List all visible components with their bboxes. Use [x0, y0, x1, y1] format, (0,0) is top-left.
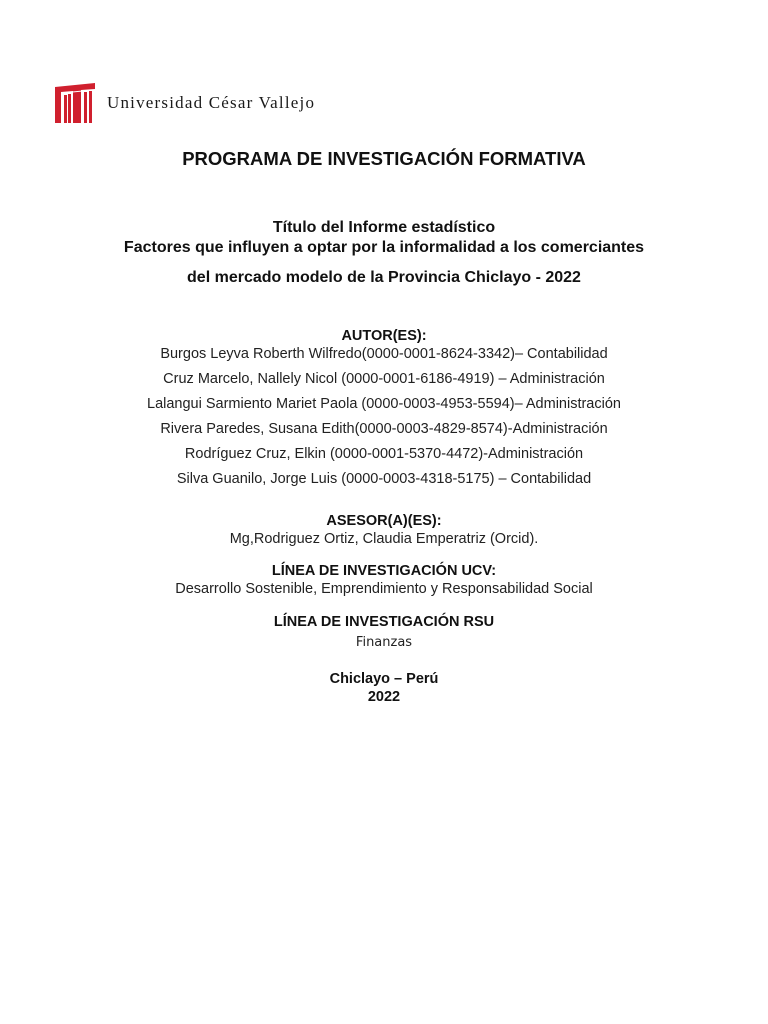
author-item: Lalangui Sarmiento Mariet Paola (0000-0003-4953-5594)– Administración — [147, 396, 621, 412]
report-title-line-1: Factores que influyen a optar por la informalidad a los comerciantes — [123, 239, 645, 256]
university-name: Universidad César Vallejo — [107, 93, 316, 112]
ucv-emblem-icon — [53, 83, 97, 123]
author-item: Cruz Marcelo, Nallely Nicol (0000-0001-6186-4919) – Administración — [163, 371, 605, 387]
authors-label: AUTOR(ES): — [341, 328, 427, 344]
ucv-line-label: LÍNEA DE INVESTIGACIÓN UCV: — [271, 563, 497, 579]
advisor-value: Mg,Rodriguez Ortiz, Claudia Emperatriz (Orcid). — [229, 531, 539, 547]
year: 2022 — [367, 689, 401, 705]
report-title-label: Título del Informe estadístico — [272, 219, 496, 236]
place: Chiclayo – Perú — [329, 671, 439, 687]
university-logo — [53, 82, 315, 124]
program-title: PROGRAMA DE INVESTIGACIÓN FORMATIVA — [182, 148, 586, 169]
author-item: Burgos Leyva Roberth Wilfredo(0000-0001-8624-3342)– Contabilidad — [160, 346, 608, 362]
report-title-line-2: del mercado modelo de la Provincia Chiclayo - 2022 — [187, 269, 581, 286]
advisor-label: ASESOR(A)(ES): — [326, 513, 442, 529]
author-item: Rivera Paredes, Susana Edith(0000-0003-4829-8574)-Administración — [160, 421, 608, 437]
author-item: Silva Guanilo, Jorge Luis (0000-0003-4318-5175) – Contabilidad — [176, 471, 592, 487]
ucv-line-value: Desarrollo Sostenible, Emprendimiento y Responsabilidad Social — [175, 581, 593, 597]
rsu-line-value: Finanzas — [355, 635, 413, 650]
rsu-line-label: LÍNEA DE INVESTIGACIÓN RSU — [273, 614, 495, 630]
author-item: Rodríguez Cruz, Elkin (0000-0001-5370-4472)-Administración — [184, 446, 584, 462]
